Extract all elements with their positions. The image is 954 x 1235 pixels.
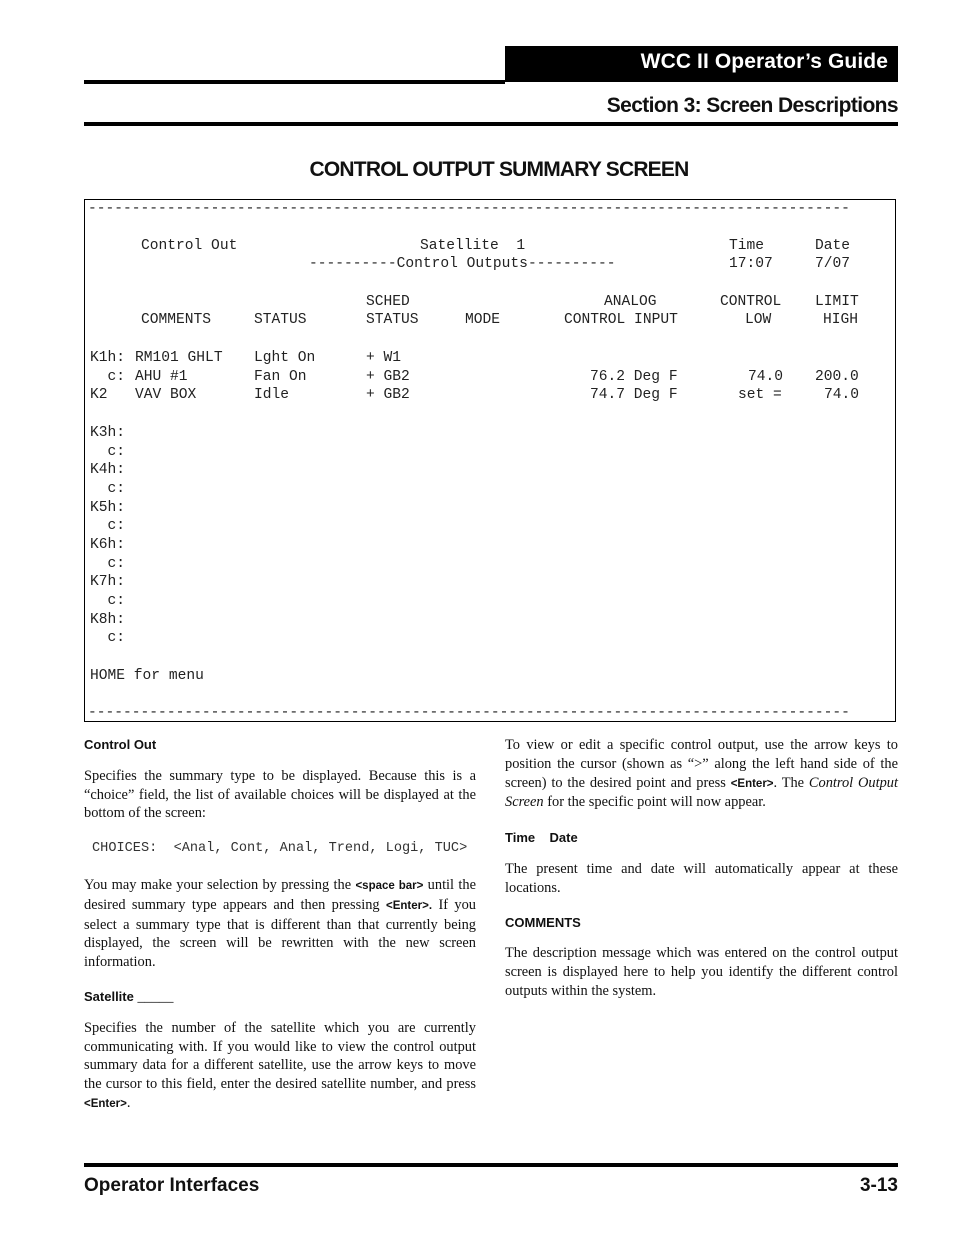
space-bar-key: <space bar> [355, 879, 424, 892]
time-value: 17:07 [729, 256, 773, 272]
view-text-2: . The [773, 774, 805, 791]
home-hint: HOME for menu [90, 668, 204, 684]
col-head-limit: LIMIT [815, 294, 859, 310]
row-high: 74.0 [824, 387, 860, 403]
empty-row-id[interactable]: K8h: [90, 612, 126, 628]
choices-line: CHOICES: <Anal, Cont, Anal, Trend, Logi, TUC> [92, 841, 468, 857]
time-label: Time [729, 238, 765, 254]
col-head-sched: SCHED [366, 294, 410, 310]
screen-subtitle: ----------Control Outputs---------- [309, 256, 616, 272]
row-low: set = [738, 387, 782, 403]
row-control-input: 76.2 Deg F [590, 369, 678, 385]
empty-row-id[interactable]: K4h: [90, 462, 126, 478]
selection-text-1: You may make your selection by pressing the [84, 876, 352, 893]
view-edit-paragraph [505, 736, 898, 812]
selection-text-3: If you select a summary type that is different than that currently being displayed, the screen will be rewritten with the new screen information. [84, 896, 476, 971]
empty-row-id[interactable]: K3h: [90, 425, 126, 441]
right-column [505, 736, 898, 1001]
left-column [84, 736, 476, 1114]
date-value: 7/07 [815, 256, 851, 272]
summary-type-field[interactable]: Control Out [141, 238, 238, 254]
control-out-heading: Control Out [84, 737, 157, 752]
control-output-screen-ref: Control Output Screen [505, 774, 898, 811]
selection-text-2: until the desired summary type appears and then pressing [84, 876, 476, 913]
comments-paragraph: The description message which was entered on the control output screen is displayed here to help you identify the different control outputs within the system. [505, 945, 898, 999]
comments-heading: COMMENTS [505, 914, 581, 930]
guide-title: WCC II Operator’s Guide [640, 50, 888, 73]
col-head-mode: MODE [465, 312, 501, 328]
row-high: 200.0 [815, 369, 859, 385]
satellite-blank: _____ [137, 988, 174, 1005]
guide-title-banner [505, 46, 898, 82]
col-head-control: CONTROL [720, 294, 782, 310]
page-heading: CONTROL OUTPUT SUMMARY SCREEN [309, 158, 689, 181]
col-head-comments: COMMENTS [141, 312, 212, 328]
row-comment: VAV BOX [135, 387, 197, 403]
row-id[interactable]: c: [90, 369, 126, 385]
time-date-heading-line [505, 829, 898, 848]
satellite-heading-line [84, 988, 476, 1007]
row-sched: + GB2 [366, 387, 410, 403]
row-control-input: 74.7 Deg F [590, 387, 678, 403]
col-head-status: STATUS [254, 312, 307, 328]
section-rule [84, 122, 898, 126]
row-status: Fan On [254, 369, 307, 385]
time-heading: Time [505, 830, 536, 846]
satellite-field[interactable]: Satellite 1 [420, 238, 526, 254]
page-number: 3-13 [859, 1175, 898, 1196]
empty-row-id[interactable]: c: [90, 518, 126, 534]
col-head-sched-status: STATUS [366, 312, 419, 328]
row-id[interactable]: K2 [90, 387, 108, 403]
col-head-control-input: CONTROL INPUT [564, 312, 678, 328]
row-status: Lght On [254, 350, 316, 366]
satellite-heading: Satellite [84, 988, 134, 1004]
row-id[interactable]: K1h: [90, 350, 126, 366]
row-sched: + GB2 [366, 369, 410, 385]
selection-paragraph [84, 876, 476, 972]
col-head-analog: ANALOG [604, 294, 657, 310]
empty-row-id[interactable]: K6h: [90, 537, 126, 553]
row-low: 74.0 [748, 369, 784, 385]
row-status: Idle [254, 387, 290, 403]
satellite-paragraph [84, 1019, 476, 1114]
enter-key: <Enter> [84, 1097, 127, 1110]
screen-top-rule: --------------------------------------------------------------------------------------- [88, 201, 850, 217]
row-sched: + W1 [366, 350, 402, 366]
col-head-low: LOW [745, 312, 772, 328]
row-comment: RM101 GHLT [135, 350, 223, 366]
empty-row-id[interactable]: c: [90, 556, 126, 572]
control-out-paragraph: Specifies the summary type to be displayed. Because this is a “choice” field, the list of available choices will be displayed at the bottom of the screen: [84, 767, 476, 822]
terminal-screen [84, 199, 896, 722]
empty-row-id[interactable]: c: [90, 593, 126, 609]
date-heading: Date [549, 830, 578, 846]
satellite-text: Specifies the number of the satellite which you are currently communicating with. If you would like to view the control output summary data for a different satellite, use the arrow keys to move the cursor to this field, enter the desired satellite number, and press [84, 1019, 476, 1093]
empty-row-id[interactable]: K5h: [90, 500, 126, 516]
empty-row-id[interactable]: c: [90, 481, 126, 497]
footer-rule [84, 1163, 898, 1167]
col-head-high: HIGH [823, 312, 859, 328]
time-date-paragraph: The present time and date will automatically appear at these locations. [505, 860, 898, 896]
view-text-1: To view or edit a specific control output, use the arrow keys to position the cursor (shown as “>” along the left hand side of the screen) to the desired point and press [505, 737, 898, 791]
empty-row-id[interactable]: c: [90, 444, 126, 460]
footer-chapter: Operator Interfaces [84, 1175, 260, 1196]
header-rule [84, 80, 505, 84]
date-label: Date [815, 238, 851, 254]
screen-bottom-rule: --------------------------------------------------------------------------------------- [88, 705, 850, 721]
enter-key: <Enter> [730, 777, 774, 790]
enter-key: <Enter>. [386, 899, 433, 912]
empty-row-id[interactable]: K7h: [90, 574, 126, 590]
period: . [126, 1094, 131, 1111]
view-text-3: for the specific point will now appear. [547, 794, 766, 811]
section-title: Section 3: Screen Descriptions [606, 94, 898, 117]
row-comment: AHU #1 [135, 369, 188, 385]
empty-row-id[interactable]: c: [90, 630, 126, 646]
